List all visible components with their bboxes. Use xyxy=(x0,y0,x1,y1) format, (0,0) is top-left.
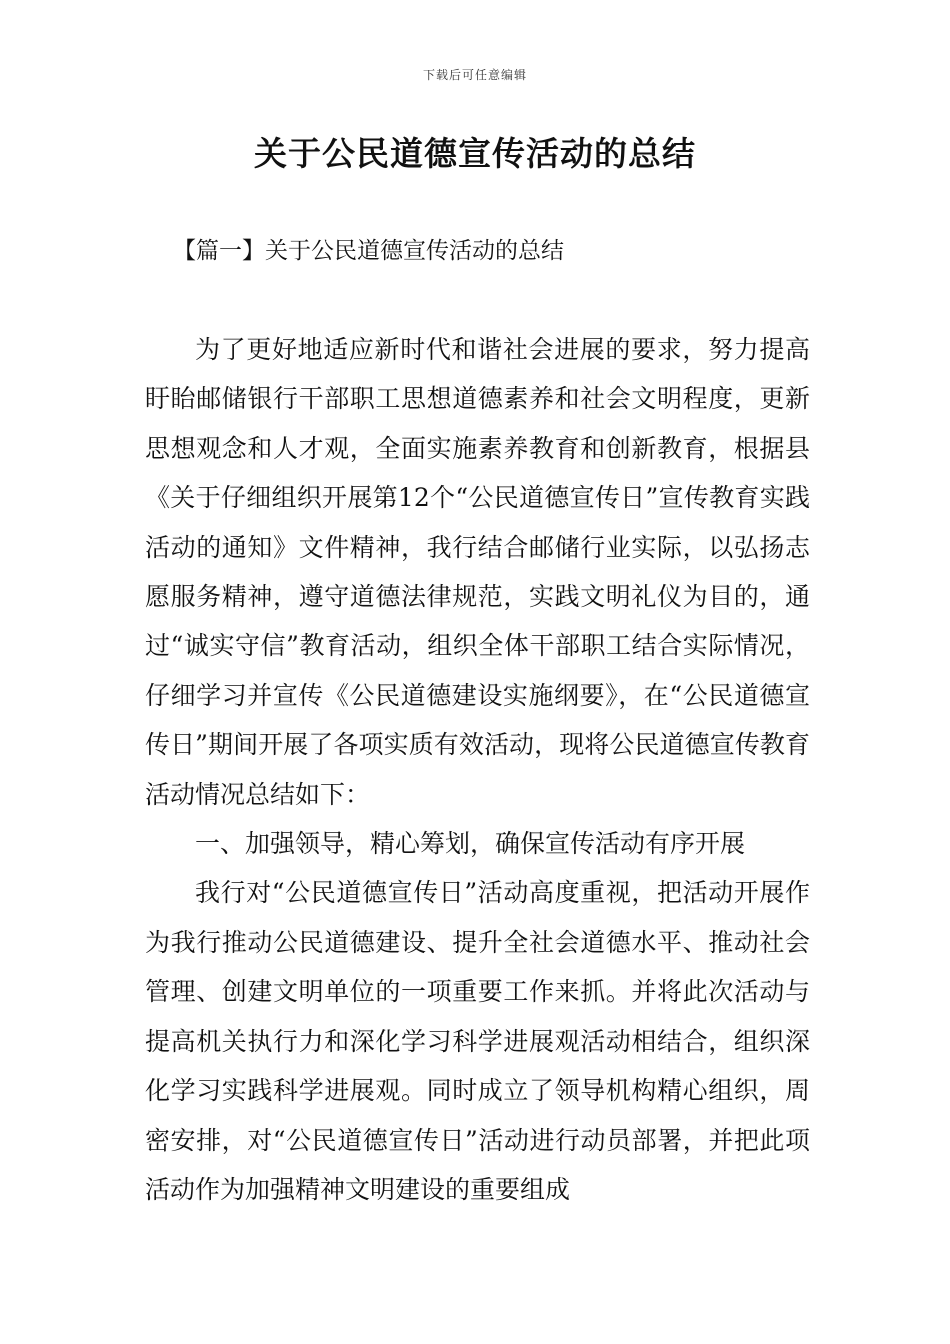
document-title: 关于公民道德宣传活动的总结 xyxy=(254,134,696,173)
paragraph-subheading-1: 一、加强领导，精心筹划，确保宣传活动有序开展 xyxy=(195,829,746,859)
document-body xyxy=(145,325,810,1214)
header-note: 下载后可任意编辑 xyxy=(422,68,527,82)
section-heading: 【篇一】关于公民道德宣传活动的总结 xyxy=(173,238,564,264)
paragraph-intro: 为了更好地适应新时代和谐社会进展的要求，努力提高盱眙邮储银行干部职工思想道德素养和社会文明程度，更新思想观念和人才观，全面实施素养教育和创新教育，根据县《关于仔细组织开展第12个“公民道德宣传日”宣传教育实践活动的通知》文件精神，我行结合邮储行业实际，以弘扬志愿服务精神，遵守道德法律规范，实践文明礼仪为目的，通过“诚实守信”教育活动，组织全体干部职工结合实际情况，仔细学习并宣传《公民道德建设实施纲要》，在“公民道德宣传日”期间开展了各项实质有效活动，现将公民道德宣传教育活动情况总结如下： xyxy=(145,335,810,809)
paragraph-body-1: 我行对“公民道德宣传日”活动高度重视，把活动开展作为我行推动公民道德建设、提升全社会道德水平、推动社会管理、创建文明单位的一项重要工作来抓。并将此次活动与提高机关执行力和深化学习科学进展观活动相结合，组织深化学习实践科学进展观。同时成立了领导机构精心组织，周密安排，对“公民道德宣传日”活动进行动员部署，并把此项活动作为加强精神文明建设的重要组成 xyxy=(145,878,810,1204)
